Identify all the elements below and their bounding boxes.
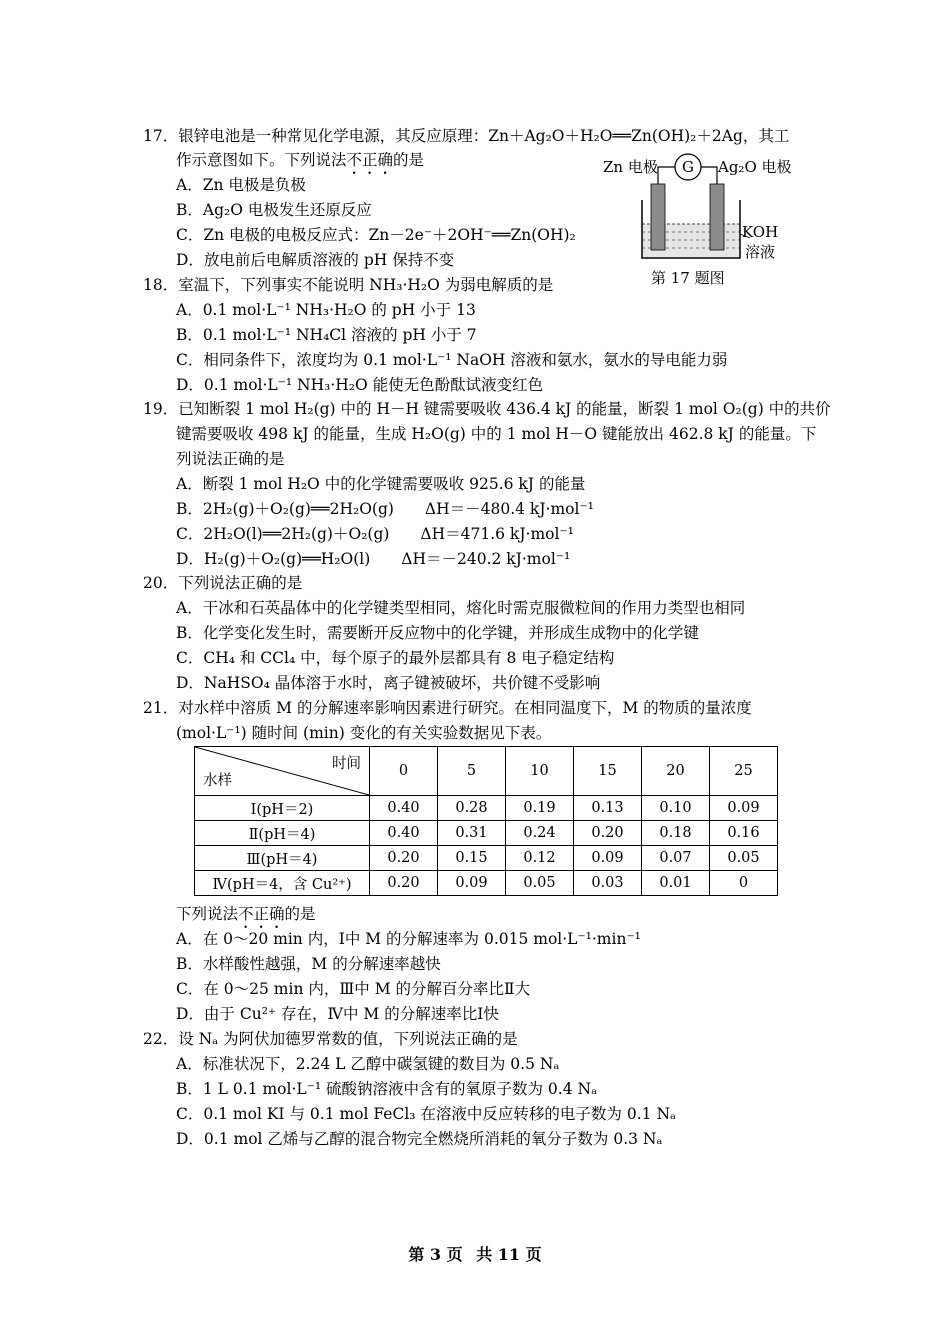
table-header: 25 [710,747,778,796]
q19-stem-line1: 19．已知断裂 1 mol H₂(g) 中的 H－H 键需要吸收 436.4 kJ 的能量，断裂 1 mol O₂(g) 中的共价 [143,400,831,418]
q19-stem-line2: 键需要吸收 498 kJ 的能量，生成 H₂O(g) 中的 1 mol H－O 键能放出 462.8 kJ 的能量。下 [176,425,817,443]
q18-option-c: C．相同条件下，浓度均为 0.1 mol·L⁻¹ NaOH 溶液和氨水，氨水的导电能力弱 [176,351,728,369]
table-cell: 0.16 [710,821,778,846]
zn-electrode-label: Zn 电极 [603,158,658,176]
q20-option-c: C．CH₄ 和 CCl₄ 中，每个原子的最外层都具有 8 电子稳定结构 [176,649,615,667]
table-cell: 0.20 [370,871,438,896]
table-header: 10 [506,747,574,796]
q18-option-d: D．0.1 mol·L⁻¹ NH₃·H₂O 能使无色酚酞试液变红色 [176,376,544,394]
table-cell: 0.03 [574,871,642,896]
q19-option-d: D．H₂(g)＋O₂(g)══H₂O(l) ΔH＝－240.2 kJ·mol⁻¹ [176,550,571,568]
q21-stem-line1: 21．对水样中溶质 M 的分解速率影响因素进行研究。在相同温度下，M 的物质的量浓度 [143,699,752,717]
q20-option-a: A．干冰和石英晶体中的化学键类型相同，熔化时需克服微粒间的作用力类型也相同 [176,599,746,617]
ag2o-electrode-label: Ag₂O 电极 [718,158,792,176]
wire-right [701,167,717,186]
table-cell: 0.09 [710,796,778,821]
corner-time-label: 时间 [332,756,361,772]
q20-stem: 20．下列说法正确的是 [143,574,303,592]
table-row [195,821,778,846]
table-cell: 0.05 [710,846,778,871]
ag2o-electrode [710,184,724,250]
figure-caption: 第 17 题图 [651,269,725,287]
table-cell: 0.01 [642,871,710,896]
table-header: 5 [438,747,506,796]
table-cell: 0.10 [642,796,710,821]
table-header: 15 [574,747,642,796]
table-row [195,871,778,896]
table-cell: 0 [710,871,778,896]
q22-option-d: D．0.1 mol 乙烯与乙醇的混合物完全燃烧所消耗的氧分子数为 0.3 Nₐ [176,1130,663,1148]
row-label: Ⅲ(pH＝4) [195,846,370,871]
table-cell: 0.07 [642,846,710,871]
q21-option-c: C．在 0～25 min 内，Ⅲ中 M 的分解百分率比Ⅱ大 [176,980,531,998]
q20-option-d: D．NaHSO₄ 晶体溶于水时，离子键被破坏，共价键不受影响 [176,674,601,692]
table-header: 0 [370,747,438,796]
table-cell: 0.15 [438,846,506,871]
table-cell: 0.40 [370,796,438,821]
zn-electrode [651,184,665,250]
q22-stem: 22．设 Nₐ 为阿伏加德罗常数的值，下列说法正确的是 [143,1030,518,1048]
q18-option-a: A．0.1 mol·L⁻¹ NH₃·H₂O 的 pH 小于 13 [176,301,476,319]
q21-emphasis: 不正确 [238,905,285,923]
q17-option-c: C．Zn 电极的电极反应式：Zn－2e⁻＋2OH⁻══Zn(OH)₂ [176,226,576,244]
table-cell: 0.20 [574,821,642,846]
table-cell: 0.05 [506,871,574,896]
q18-stem: 18．室温下，下列事实不能说明 NH₃·H₂O 为弱电解质的是 [143,276,554,294]
q17-emphasis: 不正确 [346,151,394,169]
table-header: 20 [642,747,710,796]
table-corner-cell [195,747,370,796]
page-footer [0,1242,950,1265]
table-cell: 0.28 [438,796,506,821]
q21-option-b: B．水样酸性越强，M 的分解速率越快 [176,955,441,973]
solution-label: 溶液 [745,243,776,261]
table-cell: 0.09 [438,871,506,896]
q21-stem-line2: (mol·L⁻¹) 随时间 (min) 变化的有关实验数据见下表。 [176,724,552,742]
table-cell: 0.12 [506,846,574,871]
page-number: 第 3 页 [408,1245,463,1264]
q17-option-a: A．Zn 电极是负极 [176,176,306,194]
wire-left [658,167,675,186]
concentration-table [194,746,778,896]
table-cell: 0.40 [370,821,438,846]
table-cell: 0.13 [574,796,642,821]
table-row [195,796,778,821]
table-cell: 0.19 [506,796,574,821]
galvanometer-label: G [682,158,694,176]
q22-option-a: A．标准状况下，2.24 L 乙醇中碳氢键的数目为 0.5 Nₐ [176,1055,560,1073]
row-label: Ⅰ(pH＝2) [195,796,370,821]
table-row [195,846,778,871]
page-total: 共 11 页 [476,1245,542,1264]
table-cell: 0.18 [642,821,710,846]
koh-label: KOH [742,223,779,241]
row-label: Ⅳ(pH＝4，含 Cu²⁺) [195,871,370,896]
q17-option-d: D．放电前后电解质溶液的 pH 保持不变 [176,251,455,269]
q17-stem-line2: 作示意图如下。下列说法不正确的是 [176,151,425,169]
table-cell: 0.31 [438,821,506,846]
q22-option-b: B．1 L 0.1 mol·L⁻¹ 硫酸钠溶液中含有的氧原子数为 0.4 Nₐ [176,1080,598,1098]
q18-option-b: B．0.1 mol·L⁻¹ NH₄Cl 溶液的 pH 小于 7 [176,326,477,344]
q19-option-a: A．断裂 1 mol H₂O 中的化学键需要吸收 925.6 kJ 的能量 [176,475,586,493]
corner-sample-label: 水样 [203,773,232,789]
q17-option-b: B．Ag₂O 电极发生还原反应 [176,201,372,219]
table-cell: 0.24 [506,821,574,846]
row-label: Ⅱ(pH＝4) [195,821,370,846]
q19-option-b: B．2H₂(g)＋O₂(g)══2H₂O(g) ΔH＝－480.4 kJ·mol⁻¹ [176,500,594,518]
q21-option-a: A．在 0～20 min 内，Ⅰ中 M 的分解速率为 0.015 mol·L⁻¹·min⁻¹ [176,930,641,948]
battery-diagram [600,148,820,293]
q19-option-c: C．2H₂O(l)══2H₂(g)＋O₂(g) ΔH＝471.6 kJ·mol⁻¹ [176,525,574,543]
q22-option-c: C．0.1 mol KI 与 0.1 mol FeCl₃ 在溶液中反应转移的电子数为 0.1 Nₐ [176,1105,676,1123]
table-cell: 0.09 [574,846,642,871]
q21-after-stem: 下列说法不正确的是 [176,905,316,923]
q20-option-b: B．化学变化发生时，需要断开反应物中的化学键，并形成生成物中的化学键 [176,624,699,642]
table-cell: 0.20 [370,846,438,871]
q19-stem-line3: 列说法正确的是 [176,450,285,468]
table-header-row [195,747,778,796]
q21-option-d: D．由于 Cu²⁺ 存在，Ⅳ中 M 的分解速率比Ⅰ快 [176,1005,499,1023]
q17-stem-line1: 17．银锌电池是一种常见化学电源，其反应原理：Zn＋Ag₂O＋H₂O══Zn(OH)₂＋2Ag，其工 [143,127,790,145]
